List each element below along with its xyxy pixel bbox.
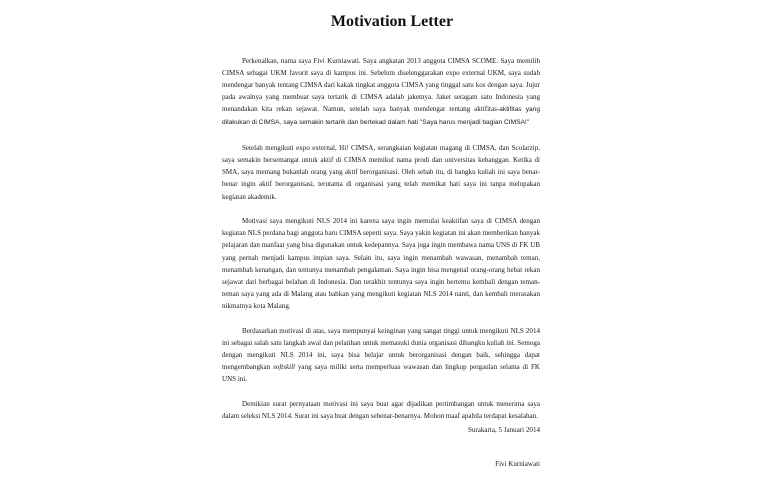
paragraph-introduction — [222, 55, 540, 130]
paragraph-goals-text-before: Berdasarkan motivasi di atas, saya mempunyai keinginan yang sangat tinggi untuk mengikuti NLS 2014 ini sebagai salah satu langkah awal dan pelatihan untuk memasuki dunia organisasi dibangku kuliah ini. Semoga dengan mengikuti NLS 2014 ini, saya bisa belajar untuk berorganisasi dengan baik, sehingga dapat mengembangkan — [222, 326, 540, 371]
paragraph-closing: Demikian surat pernyataan motivasi ini saya buat agar dijadikan pertimbangan untuk menerima saya dalam seleksi NLS 2014. Surat ini saya buat dengan sebenar-benarnya. Mohon maaf apabila terdapat kesalahan. — [222, 399, 540, 420]
letter-title: Motivation Letter — [330, 13, 454, 30]
letter-body — [222, 55, 540, 434]
paragraph-introduction-text: Perkenalkan, nama saya Fivi Kurniawati. Saya angkatan 2013 anggota CIMSA SCOME. Saya memilih CIMSA sebagai UKM favorit saya di kampus ini. Sebelum diselenggarakan expo external UKM, saya sudah mendengar banyak tentang CIMSA dari kakak tingkat anggota CIMSA yang tinggal satu kos dengan saya. Jujur pada awalnya yang membuat saya tertarik di CIMSA adalah jaketnya. Jaket seragam satu Indonesia yang menandakan kita rekan sejawat. Namun, setelah saya banyak mendengar tentang aktifitas- — [222, 57, 540, 114]
paragraph-expo: Setelah mengikuti expo external, Hi! CIMSA, serangkaian kegiatan magang di CIMSA, dan Scolarzip, saya semakin bersemangat untuk aktif di CIMSA memikul nama prodi dan universitas kebanggan. Ketika di SMA, saya memang bukanlah orang yang aktif berorganisasi. Oleh sebab itu, di bangku kuliah ini saya benar-benar ingin aktif berorganisasi, terutama di organisasi yang telah memikat hati saya ini tanpa melupakan kegiatan akademik. — [222, 144, 540, 201]
paragraph-motivation: Motivasi saya mengikuti NLS 2014 ini karena saya ingin memulai keaktifan saya di CIMSA dengan kegiatan NLS perdana bagi anggota baru CIMSA seperti saya. Saya yakin kegiatan ini akan memberikan banyak pelajaran dan manfaat yang bisa digunakan untuk kedepannya. Saya juga ingin membawa nama UNS di FK UB yang pernah menjadi kampus impian saya. Selain itu, saya ingin menambah wawasan, menambah teman, menambah kenangan, dan tentunya menambah pengalaman. Saya ingin bisa mengenal orang-orang hebat rekan sejawat dari berbagai belahan di Indonesia. Dan terakhir tentunya saya ingin bertemu kembali dengan teman-teman saya yang ada di Malang atau bahkan yang mengikuti kegiatan NLS 2014 nanti, dan kembali merasakan nikmatnya kota Malang. — [222, 217, 540, 310]
paragraph-goals-text-after: yang saya miliki serta memperluas wawasan dan lingkup pergaulan selama di FK UNS ini. — [222, 362, 540, 383]
paragraph-goals — [222, 325, 540, 385]
paragraph-goals-italic: softskill — [273, 362, 295, 371]
paragraph-introduction-quote: aktifitas yang dilakukan di CIMSA, saya semakin tertarik dan bertekad dalam hati "Saya harus menjadi bagian CIMSA!" — [222, 106, 541, 127]
signature-name: Fivi Kurniawati — [495, 460, 540, 468]
place-date: Surakarta, 5 Januari 2014 — [467, 426, 540, 434]
